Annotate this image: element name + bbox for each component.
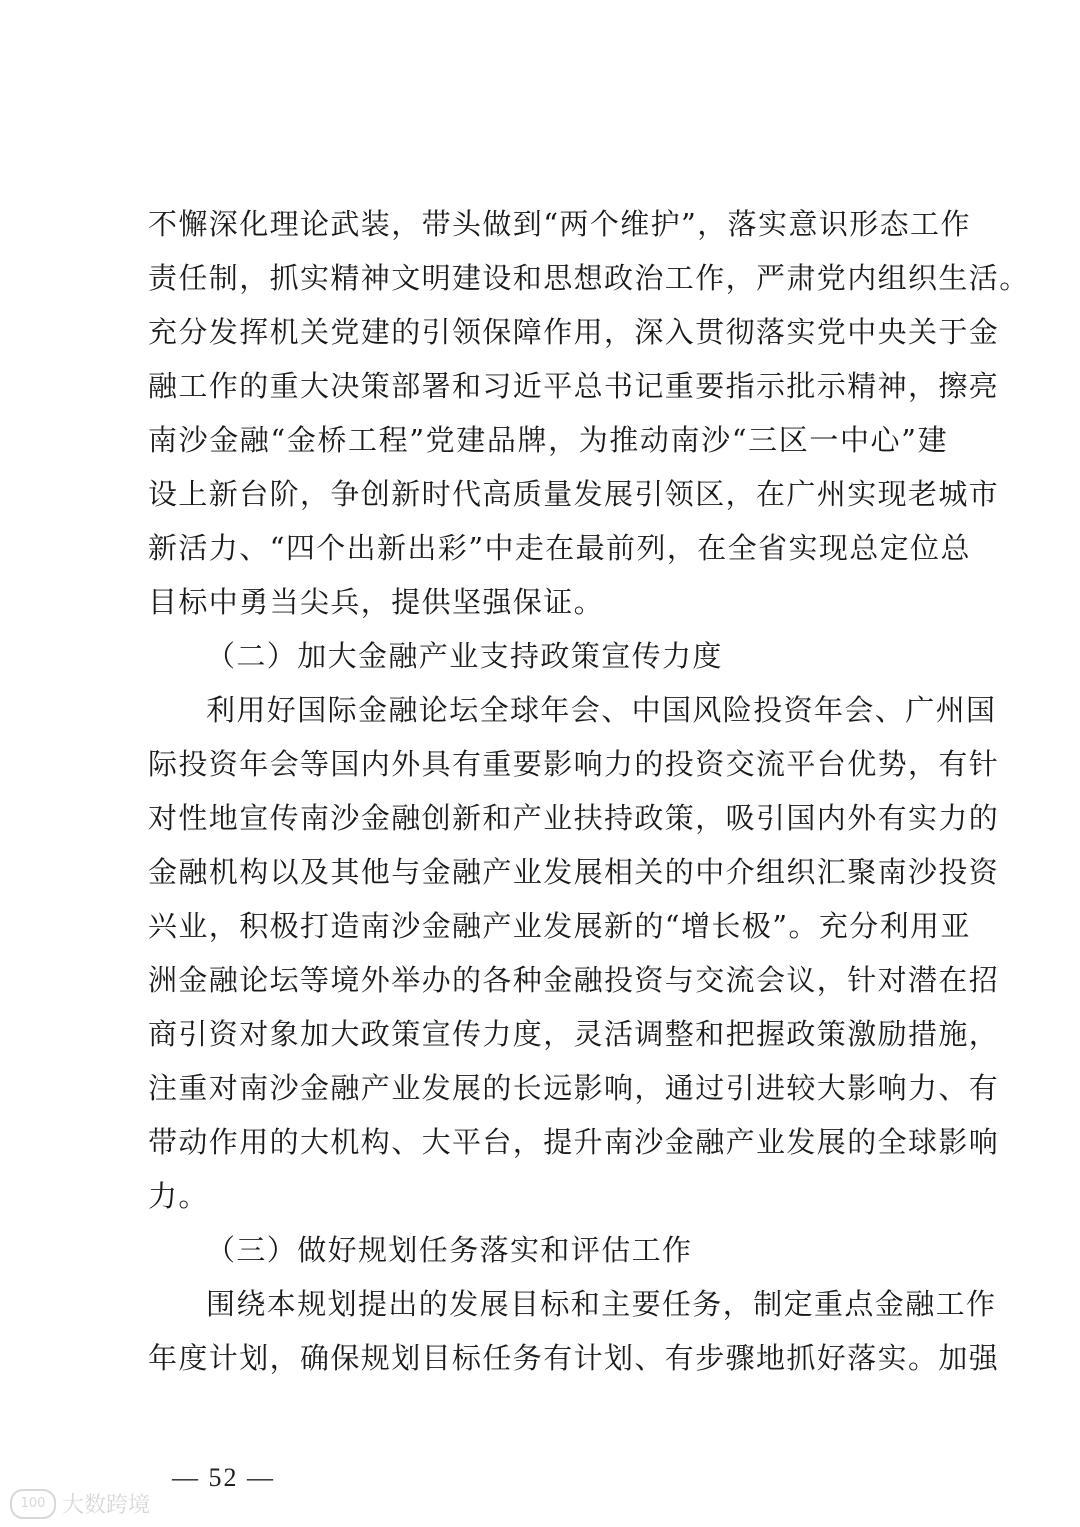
text-line: 围绕本规划提出的发展目标和主要任务，制定重点金融工作 — [206, 1287, 997, 1321]
text-line: 带动作用的大机构、大平台，提升南沙金融产业发展的全球影响 — [148, 1125, 1000, 1159]
text-line: 充分发挥机关党建的引领保障作用，深入贯彻落实党中央关于金 — [148, 315, 1000, 349]
text-line: 融工作的重大决策部署和习近平总书记重要指示批示精神，擦亮 — [148, 369, 1000, 403]
page-number: — 52 — — [172, 1463, 275, 1492]
text-line: 际投资年会等国内外具有重要影响力的投资交流平台优势，有针 — [148, 747, 1000, 781]
watermark-logo-icon: 100 — [10, 1489, 56, 1519]
text-line: 注重对南沙金融产业发展的长远影响，通过引进较大影响力、有 — [148, 1071, 1000, 1105]
text-line: 兴业，积极打造南沙金融产业发展新的“增长极”。充分利用亚 — [148, 909, 971, 943]
text-line: 不懈深化理论武装，带头做到“两个维护”，落实意识形态工作 — [148, 207, 971, 241]
text-line: 金融机构以及其他与金融产业发展相关的中介组织汇聚南沙投资 — [148, 855, 1000, 889]
text-line: 对性地宣传南沙金融创新和产业扶持政策，吸引国内外有实力的 — [148, 801, 1000, 835]
body-text — [148, 197, 1030, 1385]
watermark-text: 大数跨境 — [62, 1493, 151, 1518]
text-line: 南沙金融“金桥工程”党建品牌，为推动南沙“三区一中心”建 — [148, 423, 948, 457]
text-line: 洲金融论坛等境外举办的各种金融投资与交流会议，针对潜在招 — [148, 963, 1000, 997]
text-line: 商引资对象加大政策宣传力度，灵活调整和把握政策激励措施， — [148, 1017, 1000, 1051]
text-line: 力。 — [148, 1179, 209, 1213]
section-heading: （二）加大金融产业支持政策宣传力度 — [206, 639, 723, 673]
text-line: 新活力、“四个出新出彩”中走在最前列，在全省实现总定位总 — [148, 531, 971, 565]
watermark — [10, 1488, 150, 1519]
text-line: 目标中勇当尖兵，提供坚强保证。 — [148, 585, 605, 619]
section-heading: （三）做好规划任务落实和评估工作 — [206, 1233, 693, 1267]
text-line: 年度计划，确保规划目标任务有计划、有步骤地抓好落实。加强 — [148, 1341, 1000, 1375]
text-line: 利用好国际金融论坛全球年会、中国风险投资年会、广州国 — [206, 693, 997, 727]
text-line: 责任制，抓实精神文明建设和思想政治工作，严肃党内组织生活。 — [148, 261, 1030, 295]
text-line: 设上新台阶，争创新时代高质量发展引领区，在广州实现老城市 — [148, 477, 1000, 511]
